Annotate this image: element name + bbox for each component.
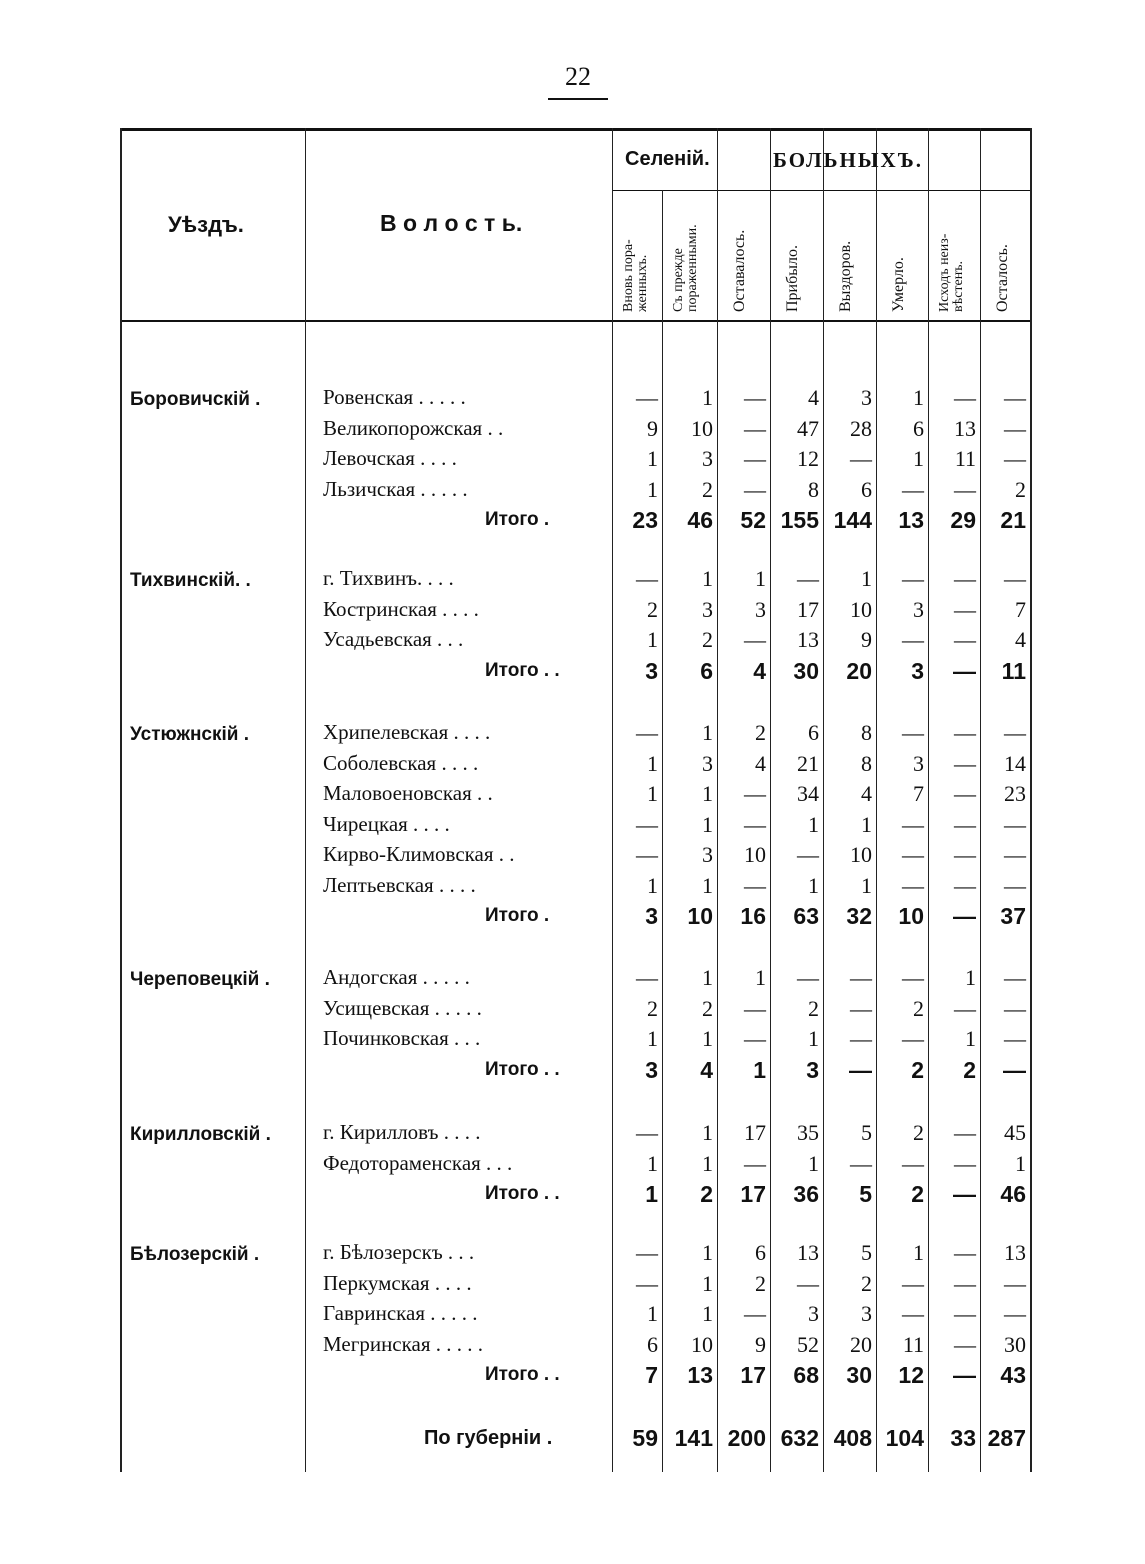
table-cell: —	[636, 811, 658, 837]
table-cell: —	[954, 1240, 976, 1265]
table-cell: —	[1004, 842, 1026, 867]
table-cell: 10	[898, 903, 924, 929]
volost-name: Андогская . . . . .	[323, 965, 470, 989]
table-cell: 1	[913, 446, 924, 471]
table-cell: —	[954, 1150, 976, 1176]
table-cell: 1	[702, 385, 713, 410]
table-cell: 1	[808, 811, 819, 837]
table-cell: —	[1004, 995, 1026, 1021]
table-cell: 1	[965, 965, 976, 990]
table-cell: 10	[850, 596, 872, 622]
table-cell: 47	[797, 415, 819, 441]
table-cell: —	[954, 750, 976, 776]
volost-name: г. Кирилловъ . . . .	[323, 1120, 481, 1144]
table-cell: 32	[846, 903, 872, 929]
table-cell: 1	[702, 781, 713, 806]
table-cell: —	[744, 995, 766, 1021]
table-cell: 1	[755, 965, 766, 990]
table-cell: 1	[647, 476, 658, 502]
table-cell: 1	[1015, 1150, 1026, 1176]
table-cell: 9	[861, 627, 872, 652]
table-cell: 17	[740, 1362, 766, 1388]
table-cell: —	[850, 995, 872, 1021]
table-cell: 1	[702, 1026, 713, 1051]
table-cell: 7	[1015, 596, 1026, 622]
column-rule	[120, 128, 122, 1472]
table-cell: —	[902, 720, 924, 745]
column-rule	[1030, 128, 1032, 1472]
table-top-rule	[120, 128, 1030, 131]
volost-name: Соболевская . . . .	[323, 750, 479, 775]
table-cell: 9	[755, 1331, 766, 1357]
table-cell: 1	[861, 872, 872, 898]
table-cell: 10	[687, 903, 713, 929]
table-cell: 3	[861, 385, 872, 410]
volost-name: Мегринская . . . . .	[323, 1331, 483, 1356]
table-cell: 13	[898, 507, 924, 533]
table-cell: 11	[954, 446, 976, 471]
table-cell: 7	[913, 781, 924, 806]
table-cell: 200	[727, 1425, 766, 1451]
table-cell: 4	[808, 385, 819, 410]
table-cell: —	[902, 476, 924, 502]
table-cell: —	[1004, 720, 1026, 745]
table-cell: 7	[645, 1362, 658, 1388]
table-cell: —	[1004, 566, 1026, 591]
table-cell: —	[850, 1026, 872, 1051]
volost-name: Починковская . . .	[323, 1026, 481, 1050]
table-cell: 1	[702, 1120, 713, 1145]
table-cell: 2	[755, 720, 766, 745]
table-cell: —	[744, 385, 766, 410]
table-cell: 2	[1015, 476, 1026, 502]
table-cell: 2	[702, 995, 713, 1021]
table-cell: 3	[702, 446, 713, 471]
table-cell: —	[954, 566, 976, 591]
table-cell: 141	[674, 1425, 713, 1451]
uezd-name: Бѣлозерскій .	[130, 1244, 260, 1265]
volost-name: Гавринская . . . . .	[323, 1301, 478, 1325]
volost-name: Ровенская . . . . .	[323, 385, 466, 409]
table-cell: 23	[1004, 781, 1026, 806]
volost-name: Усадьевская . . .	[323, 627, 464, 651]
table-cell: 1	[965, 1026, 976, 1051]
table-cell: —	[850, 446, 872, 471]
table-cell: 287	[987, 1425, 1026, 1451]
table-cell: 3	[861, 1301, 872, 1326]
table-cell: 3	[702, 750, 713, 776]
table-cell: 33	[950, 1425, 976, 1451]
table-cell: 2	[808, 995, 819, 1021]
table-cell: —	[902, 872, 924, 898]
table-cell: 1	[702, 1301, 713, 1326]
table-cell: 59	[632, 1425, 658, 1451]
table-cell: 13	[797, 627, 819, 652]
table-cell: 1	[647, 1150, 658, 1176]
table-cell: 1	[702, 811, 713, 837]
table-cell: —	[954, 476, 976, 502]
table-cell: —	[954, 627, 976, 652]
table-cell: —	[1004, 811, 1026, 837]
volost-name: Чирецкая . . . .	[323, 811, 450, 836]
table-cell: —	[954, 811, 976, 837]
itogo-label: Итого . .	[485, 1183, 560, 1204]
itogo-label: Итого . .	[485, 1058, 560, 1080]
table-cell: 6	[913, 415, 924, 441]
table-cell: —	[953, 657, 976, 684]
table-cell: 8	[861, 750, 872, 776]
table-cell: —	[902, 566, 924, 591]
itogo-label: Итого . .	[485, 1364, 560, 1385]
table-cell: 20	[846, 657, 872, 684]
table-cell: 2	[911, 1056, 924, 1083]
table-cell: 1	[702, 1150, 713, 1176]
table-cell: —	[954, 385, 976, 410]
table-cell: 1	[808, 1150, 819, 1176]
volost-name: г. Тихвинъ. . . .	[323, 566, 454, 590]
table-cell: 2	[647, 995, 658, 1021]
table-cell: 1	[808, 872, 819, 898]
table-cell: 1	[702, 720, 713, 745]
table-cell: 13	[687, 1362, 713, 1388]
table-cell: 104	[885, 1425, 924, 1451]
table-cell: 43	[1000, 1362, 1026, 1388]
table-cell: 3	[911, 657, 924, 684]
table-cell: 17	[797, 596, 819, 622]
table-cell: —	[1004, 872, 1026, 898]
table-cell: 46	[1000, 1181, 1026, 1207]
table-cell: 3	[755, 596, 766, 622]
table-cell: —	[636, 965, 658, 990]
table-cell: —	[954, 781, 976, 806]
table-cell: 2	[702, 476, 713, 502]
table-cell: 1	[702, 1240, 713, 1265]
table-cell: —	[797, 842, 819, 867]
uezd-name: Кирилловскій .	[130, 1124, 271, 1145]
itogo-label: Итого .	[485, 905, 550, 926]
table-cell: —	[953, 1362, 976, 1388]
table-cell: 5	[861, 1240, 872, 1265]
column-header: Съ прежде пораженными.	[671, 224, 700, 312]
table-cell: 408	[833, 1425, 872, 1451]
table-cell: 2	[913, 1120, 924, 1145]
header-uezd: Уѣздъ.	[168, 212, 244, 237]
table-cell: 36	[793, 1181, 819, 1207]
uezd-name: Череповецкій .	[130, 969, 270, 990]
table-cell: 6	[808, 720, 819, 745]
volost-name: Костринская . . . .	[323, 596, 479, 621]
table-cell: —	[797, 566, 819, 591]
table-cell: 1	[702, 566, 713, 591]
table-cell: 68	[793, 1362, 819, 1388]
table-cell: 1	[647, 1301, 658, 1326]
table-cell: 3	[645, 657, 658, 684]
table-cell: —	[744, 872, 766, 898]
table-cell: 30	[1004, 1331, 1026, 1357]
table-cell: 10	[691, 1331, 713, 1357]
table-cell: —	[744, 627, 766, 652]
table-cell: —	[744, 415, 766, 441]
column-rule	[662, 190, 663, 1472]
table-cell: 14	[1004, 750, 1026, 776]
table-cell: 4	[700, 1056, 713, 1083]
table-cell: 2	[647, 596, 658, 622]
volost-name: Льзичская . . . . .	[323, 476, 468, 501]
table-cell: —	[954, 1120, 976, 1145]
table-cell: 13	[1004, 1240, 1026, 1265]
table-cell: —	[954, 842, 976, 867]
table-cell: —	[744, 476, 766, 502]
column-header: Выздоров.	[837, 240, 854, 312]
table-cell: —	[954, 720, 976, 745]
uezd-name: Тихвинскій. .	[130, 570, 251, 591]
table-cell: 12	[898, 1362, 924, 1388]
table-cell: 632	[780, 1425, 819, 1451]
table-cell: 3	[645, 903, 658, 929]
header-bottom-rule	[120, 320, 1030, 322]
table-cell: 155	[780, 507, 819, 533]
table-cell: —	[954, 995, 976, 1021]
table-cell: 3	[913, 596, 924, 622]
table-cell: 6	[700, 657, 713, 684]
table-cell: 4	[1015, 627, 1026, 652]
table-cell: 11	[1001, 657, 1026, 684]
table-cell: 2	[963, 1056, 976, 1083]
column-header: Вновь пора- женныхъ.	[621, 239, 650, 312]
table-cell: 144	[833, 507, 872, 533]
table-cell: 1	[755, 566, 766, 591]
table-cell: 3	[645, 1056, 658, 1083]
table-cell: 6	[861, 476, 872, 502]
table-cell: —	[850, 965, 872, 990]
table-cell: —	[953, 1181, 976, 1207]
table-cell: —	[902, 1150, 924, 1176]
table-cell: 20	[850, 1331, 872, 1357]
table-cell: 10	[691, 415, 713, 441]
table-cell: —	[902, 965, 924, 990]
table-cell: 5	[859, 1181, 872, 1207]
table-cell: —	[954, 1270, 976, 1296]
table-cell: 1	[647, 750, 658, 776]
table-cell: 1	[645, 1181, 658, 1207]
volost-name: Усищевская . . . . .	[323, 995, 482, 1020]
table-cell: 21	[797, 750, 819, 776]
table-cell: —	[744, 811, 766, 837]
table-cell: 29	[950, 507, 976, 533]
table-cell: 52	[740, 507, 766, 533]
table-cell: 4	[753, 657, 766, 684]
table-cell: 1	[702, 1270, 713, 1296]
table-cell: —	[1004, 415, 1026, 441]
table-cell: 30	[793, 657, 819, 684]
column-header: Умерло.	[890, 257, 907, 312]
table-cell: —	[849, 1056, 872, 1083]
table-cell: 45	[1004, 1120, 1026, 1145]
table-cell: 1	[647, 627, 658, 652]
table-cell: 1	[647, 446, 658, 471]
table-cell: —	[954, 596, 976, 622]
table-cell: 3	[913, 750, 924, 776]
table-cell: 1	[702, 965, 713, 990]
column-header: Исходъ неиз- вѣстенъ.	[937, 233, 966, 312]
itogo-label: Итого .	[485, 509, 550, 530]
table-cell: —	[1003, 1056, 1026, 1083]
table-cell: 2	[702, 627, 713, 652]
table-cell: —	[902, 627, 924, 652]
table-cell: —	[636, 566, 658, 591]
table-cell: —	[744, 1301, 766, 1326]
table-cell: 1	[861, 566, 872, 591]
table-cell: —	[1004, 446, 1026, 471]
volost-name: Левочская . . . .	[323, 446, 457, 470]
table-cell: 6	[755, 1240, 766, 1265]
column-rule	[305, 128, 306, 1472]
table-cell: —	[850, 1150, 872, 1176]
uezd-name: Устюжнскій .	[130, 724, 250, 745]
table-cell: —	[954, 1301, 976, 1326]
table-cell: —	[636, 720, 658, 745]
volost-name: Маловоеновская . .	[323, 781, 493, 805]
header-seleniy: Селеній.	[625, 148, 710, 170]
table-cell: 35	[797, 1120, 819, 1145]
table-cell: —	[902, 1270, 924, 1296]
table-cell: 4	[755, 750, 766, 776]
table-cell: 17	[744, 1120, 766, 1145]
table-cell: 16	[740, 903, 766, 929]
table-cell: 5	[861, 1120, 872, 1145]
table-cell: 2	[913, 995, 924, 1021]
table-cell: 17	[740, 1181, 766, 1207]
table-cell: 1	[753, 1056, 766, 1083]
table-cell: —	[954, 1331, 976, 1357]
table-cell: 8	[861, 720, 872, 745]
table-cell: 8	[808, 476, 819, 502]
table-cell: 6	[647, 1331, 658, 1357]
table-cell: 2	[755, 1270, 766, 1296]
table-cell: —	[636, 842, 658, 867]
table-cell: —	[636, 1120, 658, 1145]
table-cell: 1	[913, 385, 924, 410]
table-cell: 52	[797, 1331, 819, 1357]
table-cell: 9	[647, 415, 658, 441]
table-cell: —	[953, 903, 976, 929]
column-header: Оставалось.	[731, 229, 748, 312]
page-number: 22	[565, 62, 591, 91]
table-cell: —	[797, 1270, 819, 1296]
table-cell: 11	[902, 1331, 924, 1357]
table-cell: 28	[850, 415, 872, 441]
volost-name: Хрипелевская . . . .	[323, 720, 491, 744]
subheader-rule	[612, 190, 1030, 191]
volost-name: Федотораменская . . .	[323, 1150, 513, 1175]
table-cell: —	[902, 811, 924, 837]
volost-name: Перкумская . . . .	[323, 1270, 472, 1295]
table-cell: 46	[687, 507, 713, 533]
volost-name: Великопорожская . .	[323, 415, 504, 440]
table-cell: —	[797, 965, 819, 990]
table-cell: 1	[647, 781, 658, 806]
table-cell: —	[902, 842, 924, 867]
table-cell: 3	[808, 1301, 819, 1326]
table-cell: —	[744, 781, 766, 806]
table-cell: 10	[850, 842, 872, 867]
table-cell: —	[744, 1026, 766, 1051]
table-cell: 63	[793, 903, 819, 929]
table-cell: 30	[846, 1362, 872, 1388]
table-cell: —	[1004, 1301, 1026, 1326]
table-cell: —	[744, 1150, 766, 1176]
table-cell: —	[1004, 385, 1026, 410]
table-cell: 1	[702, 872, 713, 898]
itogo-label: Итого . .	[485, 659, 560, 681]
table-cell: 2	[911, 1181, 924, 1207]
table-cell: —	[744, 446, 766, 471]
volost-name: Лептьевская . . . .	[323, 872, 476, 897]
table-cell: 3	[702, 596, 713, 622]
table-cell: —	[1004, 1270, 1026, 1296]
column-header: Прибыло.	[784, 245, 801, 312]
table-cell: 2	[700, 1181, 713, 1207]
uezd-name: Боровичскій .	[130, 389, 261, 410]
table-cell: —	[1004, 965, 1026, 990]
volost-name: г. Бѣлозерскъ . . .	[323, 1240, 475, 1264]
table-cell: —	[636, 1270, 658, 1296]
table-cell: 37	[1000, 903, 1026, 929]
table-cell: 13	[797, 1240, 819, 1265]
table-cell: 13	[954, 415, 976, 441]
grand-total-label: По губерніи .	[424, 1427, 553, 1449]
table-cell: 1	[913, 1240, 924, 1265]
table-cell: 1	[647, 1026, 658, 1051]
table-cell: 3	[806, 1056, 819, 1083]
table-cell: 1	[861, 811, 872, 837]
table-cell: —	[1004, 1026, 1026, 1051]
table-cell: —	[902, 1301, 924, 1326]
table-cell: 1	[647, 872, 658, 898]
table-cell: 4	[861, 781, 872, 806]
table-cell: 12	[797, 446, 819, 471]
table-cell: —	[902, 1026, 924, 1051]
table-cell: 10	[744, 842, 766, 867]
table-cell: 21	[1000, 507, 1026, 533]
header-volost: В о л о с т ь.	[380, 210, 523, 236]
table-cell: 3	[702, 842, 713, 867]
header-bolnykh: БОЛЬНЫХЪ.	[773, 148, 923, 172]
table-cell: 23	[632, 507, 658, 533]
table-cell: 1	[808, 1026, 819, 1051]
column-header: Осталось.	[994, 244, 1011, 312]
table-cell: 34	[797, 781, 819, 806]
table-cell: —	[954, 872, 976, 898]
table-cell: 2	[861, 1270, 872, 1296]
table-cell: —	[636, 1240, 658, 1265]
table-cell: —	[636, 385, 658, 410]
volost-name: Кирво-Климовская . .	[323, 842, 515, 866]
